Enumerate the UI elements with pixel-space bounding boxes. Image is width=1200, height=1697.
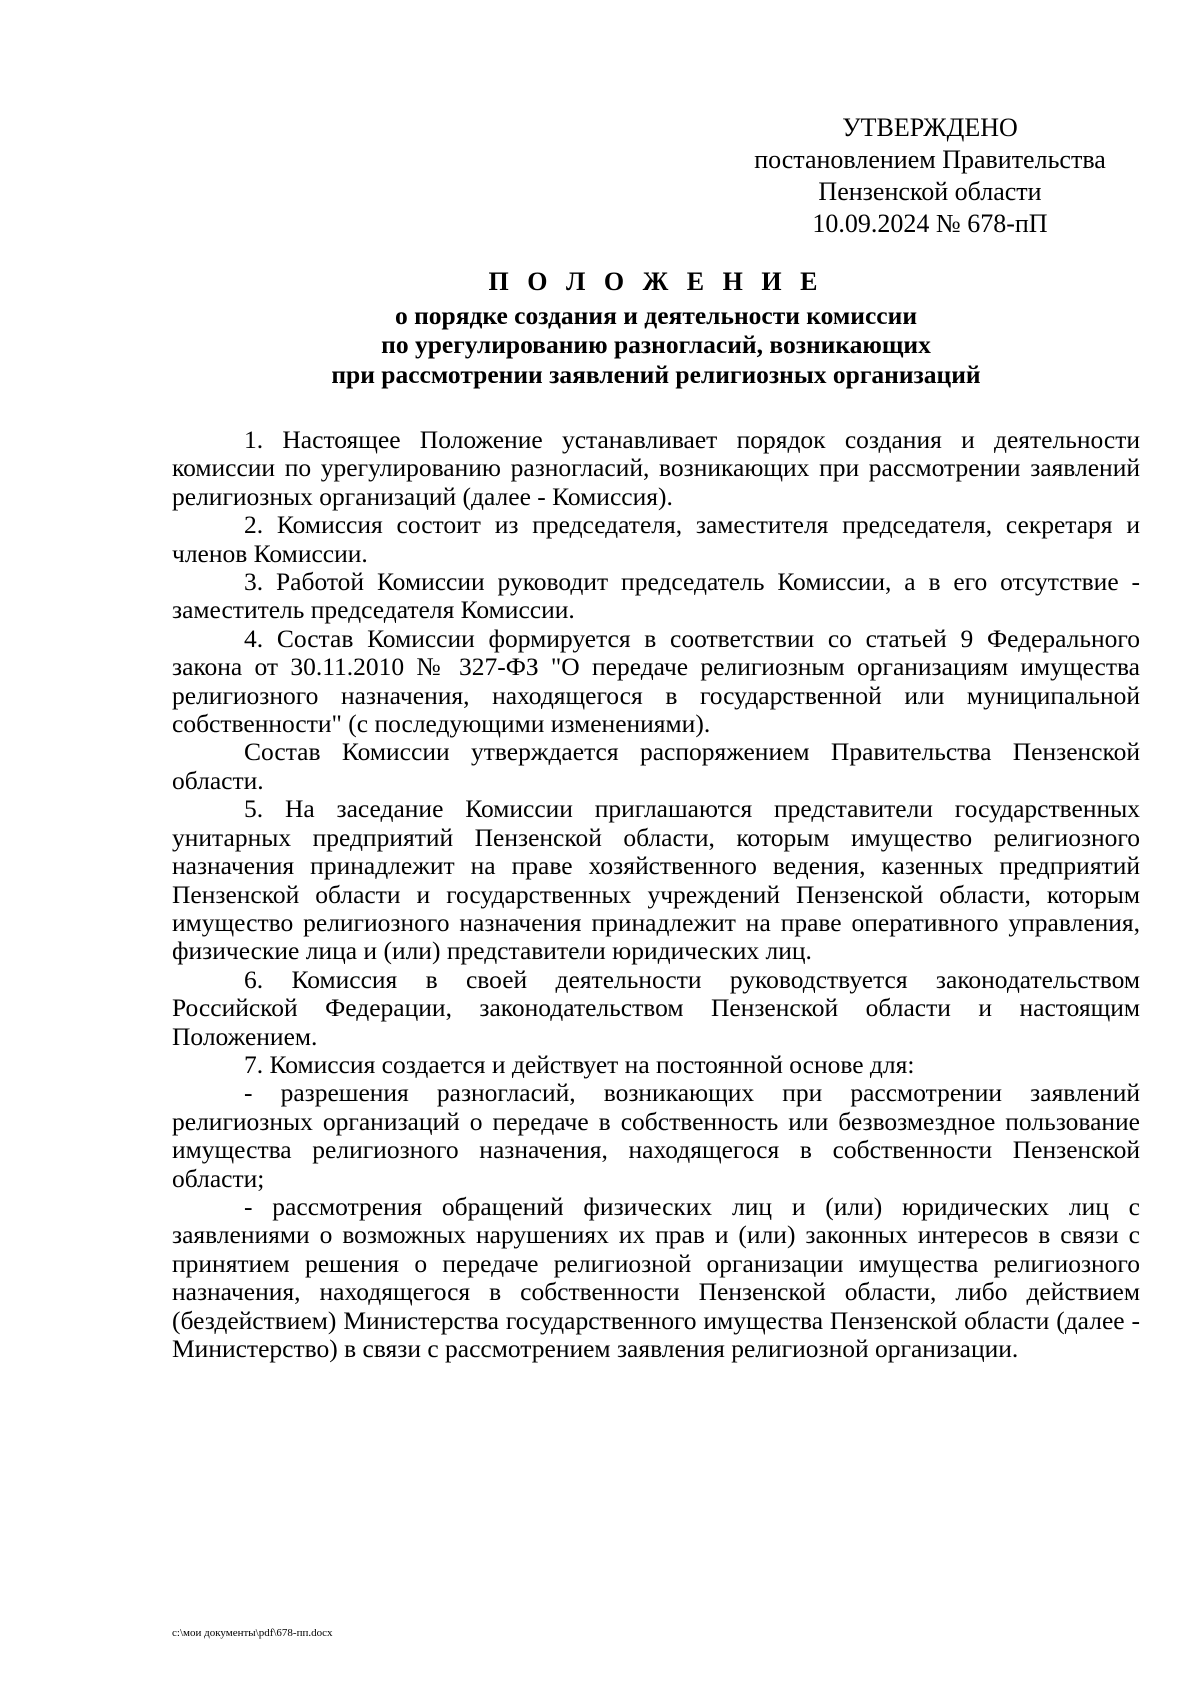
title-line-2: по урегулированию разногласий, возникающих: [381, 330, 931, 359]
document-title: [172, 267, 1140, 389]
paragraph-3: 3. Работой Комиссии руководит председатель Комиссии, а в его отсутствие - заместитель председателя Комиссии.: [172, 567, 1140, 625]
paragraph-7: 7. Комиссия создается и действует на постоянной основе для:: [244, 1049, 915, 1079]
title-heading: П О Л О Ж Е Н И Е: [488, 267, 824, 296]
paragraph-5: 5. На заседание Комиссии приглашаются представители государственных унитарных предприятий Пензенской области, которым имущество религиозного назначения принадлежит на праве хозяйственного ведения, казенных предприятий Пензенской области и государственных учреждений Пензенской области, которым имущество религиозного назначения принадлежит на праве оперативного управления, физические лица и (или) представители юридических лиц.: [172, 794, 1140, 966]
paragraph-4-composition: Состав Комиссии утверждается распоряжением Правительства Пензенской области.: [172, 737, 1140, 795]
approval-line-resolution: постановлением Правительства: [754, 145, 1106, 174]
title-line-3: при рассмотрении заявлений религиозных организаций: [331, 359, 981, 389]
title-line-1: о порядке создания и деятельности комиссии: [394, 300, 918, 330]
approval-line-date-number: 10.09.2024 № 678-пП: [812, 209, 1048, 238]
paragraph-7-item-1: - разрешения разногласий, возникающих при рассмотрении заявлений религиозных организаций о передаче в собственность или безвозмездное пользование имущества религиозного назначения, находящегося в собственности Пензенской области;: [172, 1078, 1140, 1193]
approval-line-region: Пензенской области: [818, 177, 1042, 206]
document-body: [172, 426, 1140, 1363]
approval-stamp: [720, 112, 1140, 240]
approval-line-approved: УТВЕРЖДЕНО: [842, 113, 1018, 142]
paragraph-4: 4. Состав Комиссии формируется в соответствии со статьей 9 Федерального закона от 30.11.2010 № 327-ФЗ "О передаче религиозным организациям имущества религиозного назначения, находящегося в государственной или муниципальной собственности" (с последующими изменениями).: [172, 623, 1140, 739]
footer-file-path: c:\мои документы\pdf\678-пп.docx: [172, 1627, 333, 1639]
paragraph-1: 1. Настоящее Положение устанавливает порядок создания и деятельности комиссии по урегулированию разногласий, возникающих при рассмотрении заявлений религиозных организаций (далее - Комиссия).: [172, 425, 1140, 511]
paragraph-6: 6. Комиссия в своей деятельности руководствуется законодательством Российской Федерации, законодательством Пензенской области и настоящим Положением.: [172, 964, 1140, 1051]
paragraph-2: 2. Комиссия состоит из председателя, заместителя председателя, секретаря и членов Комиссии.: [172, 510, 1140, 568]
paragraph-7-item-2: - рассмотрения обращений физических лиц и (или) юридических лиц с заявлениями о возможных нарушениях их прав и (или) законных интересов в связи с принятием решения о передаче религиозной организации имущества религиозного назначения, находящегося в собственности Пензенской области, либо действием (бездействием) Министерства государственного имущества Пензенской области (далее - Министерство) в связи с рассмотрением заявления религиозной организации.: [172, 1191, 1140, 1363]
